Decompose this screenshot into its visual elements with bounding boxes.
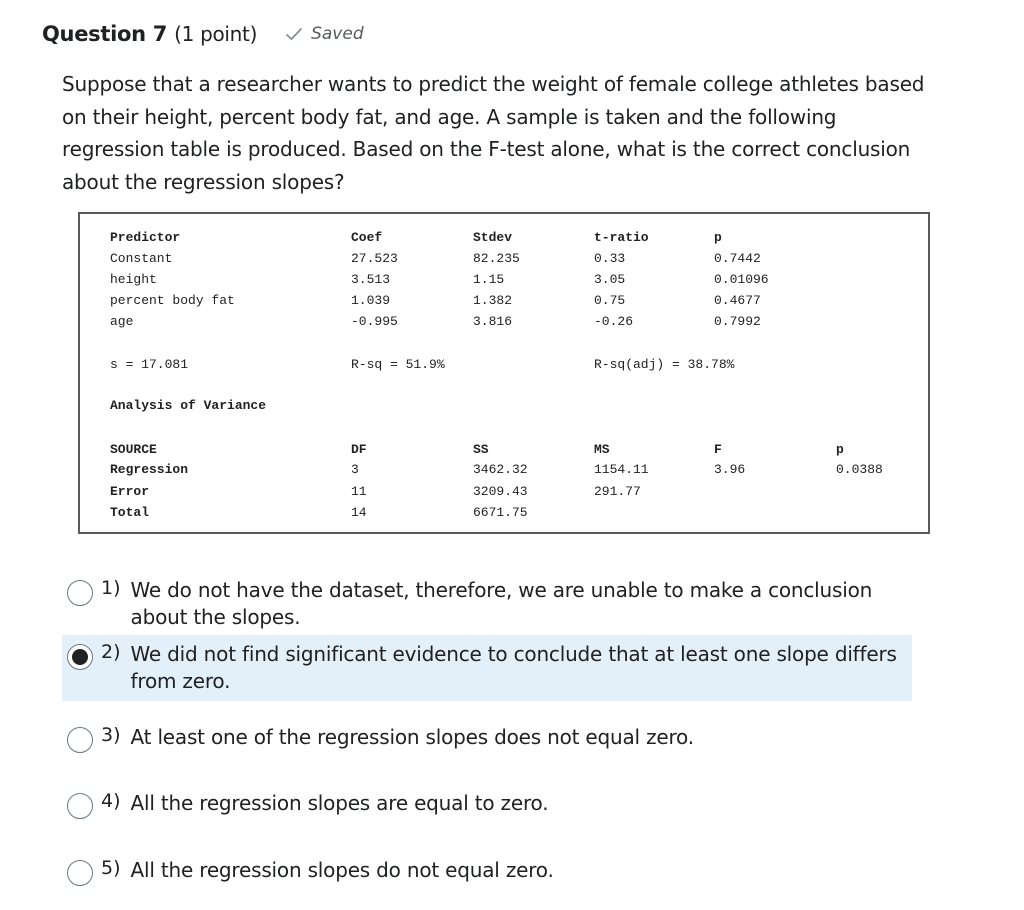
header-stdev: Stdev [473, 230, 513, 245]
anova-df: 14 [351, 505, 367, 520]
saved-label: Saved [311, 24, 364, 44]
predictor-name: age [110, 314, 134, 329]
predictor-stdev: 3.816 [473, 314, 513, 329]
anova-header-f: F [714, 442, 722, 457]
predictor-coef: 3.513 [351, 272, 391, 287]
predictor-p: 0.7442 [714, 251, 761, 266]
option-text: At least one of the regression slopes does not equal zero. [130, 725, 694, 749]
predictor-coef: 27.523 [351, 251, 398, 266]
anova-f: 3.96 [714, 462, 746, 477]
header-predictor: Predictor [110, 230, 181, 245]
anova-header-ss: SS [473, 442, 489, 457]
answer-option-1[interactable] [62, 571, 912, 637]
r-squared-adj: R-sq(adj) = 38.78% [594, 357, 735, 372]
anova-ms: 1154.11 [594, 462, 649, 477]
regression-output [78, 212, 930, 534]
predictor-p: 0.01096 [714, 272, 769, 287]
predictor-stdev: 82.235 [473, 251, 520, 266]
predictor-name: Constant [110, 251, 173, 266]
predictor-coef: -0.995 [351, 314, 398, 329]
anova-title: Analysis of Variance [110, 398, 267, 413]
predictor-p: 0.7992 [714, 314, 761, 329]
predictor-name: height [110, 272, 157, 287]
anova-source: Error [110, 484, 150, 499]
saved-status [285, 24, 364, 44]
option-text: We do not have the dataset, therefore, we are unable to make a conclusion about the slopes. [130, 578, 873, 629]
answer-option-2[interactable] [62, 635, 912, 701]
anova-header-source: SOURCE [110, 442, 157, 457]
anova-df: 3 [351, 462, 359, 477]
predictor-coef: 1.039 [351, 293, 391, 308]
option-number: 1) [101, 577, 121, 599]
r-squared: R-sq = 51.9% [351, 357, 445, 372]
anova-ss: 3209.43 [473, 484, 528, 499]
radio-button-selected[interactable] [67, 644, 93, 670]
option-number: 5) [101, 857, 121, 879]
radio-dot-icon [72, 649, 88, 665]
anova-ss: 6671.75 [473, 505, 528, 520]
question-prompt: Suppose that a researcher wants to predict the weight of female college athletes based on their height, percent body fat, and age. A sample is taken and the following regression table is produced. Based on the F-test alone, what is the correct conclusion about the regression slopes? [62, 72, 925, 194]
anova-df: 11 [351, 484, 367, 499]
header-t-ratio: t-ratio [594, 230, 649, 245]
option-text: We did not find significant evidence to conclude that at least one slope differs from zero. [130, 642, 897, 693]
anova-header-p: p [836, 442, 844, 457]
option-number: 4) [101, 790, 121, 812]
question-points: (1 point) [174, 22, 258, 46]
question-title: Question 7 [42, 22, 168, 46]
anova-p: 0.0388 [836, 462, 883, 477]
anova-source: Regression [110, 462, 189, 477]
answer-option-5[interactable] [62, 851, 912, 892]
std-error-s: s = 17.081 [110, 357, 189, 372]
answer-option-3[interactable] [62, 718, 912, 759]
predictor-t-ratio: 3.05 [594, 272, 626, 287]
radio-button[interactable] [67, 793, 93, 819]
answer-option-4[interactable] [62, 784, 912, 825]
checkmark-icon [285, 27, 303, 41]
question-header [42, 22, 364, 46]
header-coef: Coef [351, 230, 383, 245]
anova-ms: 291.77 [594, 484, 641, 499]
option-text: All the regression slopes are equal to zero. [130, 791, 549, 815]
predictor-t-ratio: -0.26 [594, 314, 634, 329]
predictor-t-ratio: 0.33 [594, 251, 626, 266]
option-number: 3) [101, 724, 121, 746]
option-text: All the regression slopes do not equal zero. [130, 858, 554, 882]
predictor-stdev: 1.382 [473, 293, 513, 308]
radio-button[interactable] [67, 860, 93, 886]
predictor-name: percent body fat [110, 293, 235, 308]
option-number: 2) [101, 641, 121, 663]
predictor-stdev: 1.15 [473, 272, 505, 287]
anova-ss: 3462.32 [473, 462, 528, 477]
radio-button[interactable] [67, 580, 93, 606]
predictor-p: 0.4677 [714, 293, 761, 308]
anova-header-df: DF [351, 442, 367, 457]
radio-button[interactable] [67, 727, 93, 753]
predictor-t-ratio: 0.75 [594, 293, 626, 308]
header-p: p [714, 230, 722, 245]
anova-header-ms: MS [594, 442, 610, 457]
anova-source: Total [110, 505, 150, 520]
